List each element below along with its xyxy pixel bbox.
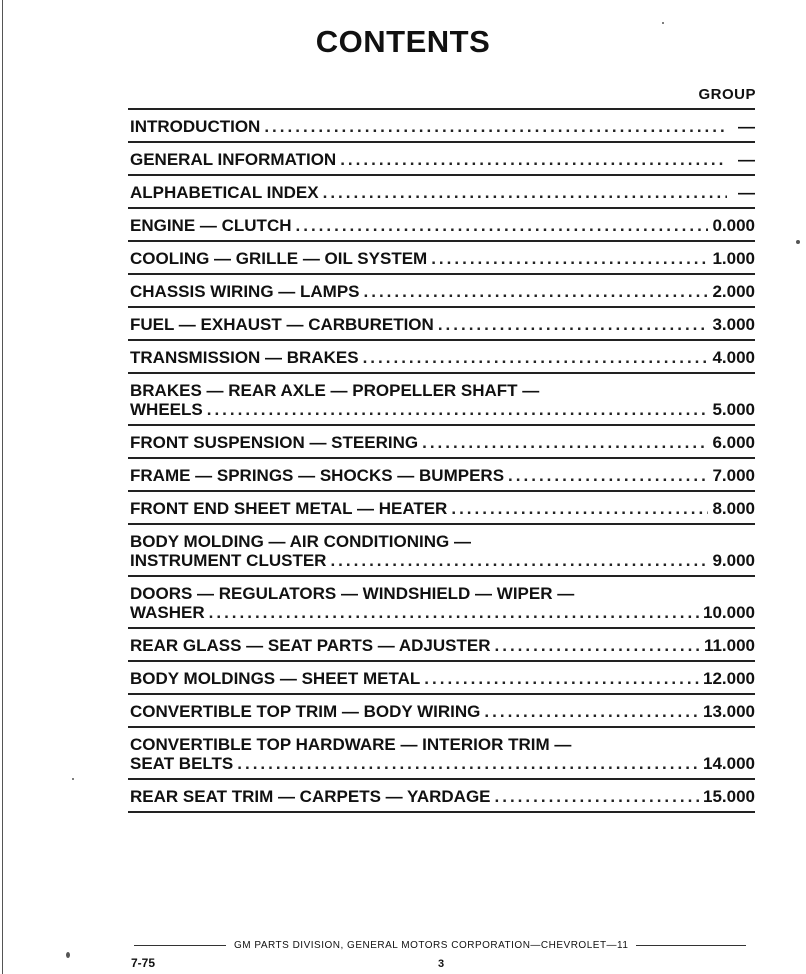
footer-rule-left <box>134 945 226 946</box>
toc-entry-line <box>130 787 755 806</box>
toc-entry-line <box>130 669 755 688</box>
toc-entry-line <box>130 551 755 570</box>
scan-speck <box>662 22 664 24</box>
toc-entry-first-line: BODY MOLDING — AIR CONDITIONING — <box>130 532 471 551</box>
toc-entry <box>128 176 755 209</box>
toc-entry-group: 7.000 <box>712 466 755 485</box>
toc-entry-line <box>130 348 755 367</box>
toc-entry <box>128 242 755 275</box>
toc-entry <box>128 426 755 459</box>
toc-entry-label: SEAT BELTS <box>130 754 234 773</box>
toc-entry-group: 5.000 <box>712 400 755 419</box>
toc-entry-first-line: BRAKES — REAR AXLE — PROPELLER SHAFT — <box>130 381 540 400</box>
dot-leader <box>330 551 708 570</box>
toc-entry <box>128 459 755 492</box>
toc-entry <box>128 780 755 813</box>
dot-leader <box>237 754 699 773</box>
toc-entry-label: ALPHABETICAL INDEX <box>130 183 319 202</box>
toc-entry <box>128 728 755 780</box>
toc-entry-label: INSTRUMENT CLUSTER <box>130 551 327 570</box>
contents-table <box>128 108 755 813</box>
toc-entry-line <box>130 216 755 235</box>
toc-entry <box>128 110 755 143</box>
toc-entry-label: WASHER <box>130 603 205 622</box>
scan-speck <box>66 952 70 958</box>
toc-entry-group: 1.000 <box>712 249 755 268</box>
toc-entry-label: FRONT SUSPENSION — STEERING <box>130 433 419 452</box>
toc-entry-line <box>130 249 755 268</box>
page-number: 3 <box>438 958 445 970</box>
toc-entry-group: 0.000 <box>712 216 755 235</box>
dot-leader <box>484 702 699 721</box>
toc-entry-group: 11.000 <box>703 636 755 655</box>
toc-entry <box>128 695 755 728</box>
print-date: 7-75 <box>131 956 156 970</box>
toc-entry <box>128 662 755 695</box>
dot-leader <box>424 669 699 688</box>
toc-entry-label: REAR GLASS — SEAT PARTS — ADJUSTER <box>130 636 491 655</box>
toc-entry-label: CHASSIS WIRING — LAMPS <box>130 282 360 301</box>
toc-entry-group: 3.000 <box>712 315 755 334</box>
toc-entry-line <box>130 754 755 773</box>
toc-entry-line <box>130 150 755 169</box>
scan-speck <box>72 778 74 780</box>
toc-entry-group: 15.000 <box>703 787 755 806</box>
toc-entry <box>128 629 755 662</box>
dot-leader <box>364 282 709 301</box>
toc-entry <box>128 492 755 525</box>
toc-entry-group: 6.000 <box>712 433 755 452</box>
dot-leader <box>508 466 708 485</box>
toc-entry-line <box>130 603 755 622</box>
toc-entry <box>128 275 755 308</box>
toc-entry-group: 14.000 <box>703 754 755 773</box>
toc-entry <box>128 577 755 629</box>
toc-entry-label: FRONT END SHEET METAL — HEATER <box>130 499 448 518</box>
toc-entry-line <box>130 282 755 301</box>
toc-entry-label: TRANSMISSION — BRAKES <box>130 348 359 367</box>
toc-entry-label: FRAME — SPRINGS — SHOCKS — BUMPERS <box>130 466 505 485</box>
toc-entry-line <box>130 466 755 485</box>
dot-leader <box>495 636 700 655</box>
dot-leader <box>207 400 709 419</box>
group-column-header: GROUP <box>698 86 756 103</box>
toc-entry-label: FUEL — EXHAUST — CARBURETION <box>130 315 434 334</box>
toc-entry-label: BODY MOLDINGS — SHEET METAL <box>130 669 421 688</box>
dot-leader <box>264 117 727 136</box>
dot-leader <box>431 249 708 268</box>
toc-entry-group: 2.000 <box>712 282 755 301</box>
page-footer <box>130 940 754 951</box>
toc-entry-group: — <box>738 117 755 136</box>
toc-entry-group: 9.000 <box>712 551 755 570</box>
footer-rule-right <box>636 945 746 946</box>
toc-entry-group: 12.000 <box>703 669 755 688</box>
toc-entry-line <box>130 499 755 518</box>
footer-text: GM PARTS DIVISION, GENERAL MOTORS CORPORATION—CHEVROLET—11 <box>234 940 629 951</box>
dot-leader <box>495 787 699 806</box>
toc-entry-label: GENERAL INFORMATION <box>130 150 337 169</box>
dot-leader <box>451 499 708 518</box>
toc-entry-group: 10.000 <box>703 603 755 622</box>
toc-entry-label: WHEELS <box>130 400 203 419</box>
toc-entry-label: INTRODUCTION <box>130 117 261 136</box>
toc-entry-line <box>130 636 755 655</box>
dot-leader <box>340 150 727 169</box>
toc-entry-first-line: DOORS — REGULATORS — WINDSHIELD — WIPER — <box>130 584 575 603</box>
toc-entry <box>128 374 755 426</box>
toc-entry-label: ENGINE — CLUTCH <box>130 216 292 235</box>
toc-entry-line <box>130 315 755 334</box>
toc-entry-label: REAR SEAT TRIM — CARPETS — YARDAGE <box>130 787 491 806</box>
toc-entry-line <box>130 183 755 202</box>
dot-leader <box>323 183 727 202</box>
toc-entry-group: — <box>738 183 755 202</box>
dot-leader <box>296 216 709 235</box>
toc-entry-label: COOLING — GRILLE — OIL SYSTEM <box>130 249 428 268</box>
dot-leader <box>438 315 709 334</box>
toc-entry-group: 4.000 <box>712 348 755 367</box>
page-title: CONTENTS <box>315 24 491 59</box>
scan-speck <box>796 240 800 244</box>
dot-leader <box>209 603 699 622</box>
dot-leader <box>422 433 708 452</box>
toc-entry <box>128 308 755 341</box>
toc-entry-line <box>130 433 755 452</box>
toc-entry <box>128 209 755 242</box>
toc-entry-line <box>130 702 755 721</box>
page-edge <box>2 0 3 974</box>
toc-entry <box>128 143 755 176</box>
dot-leader <box>363 348 709 367</box>
toc-entry-line <box>130 400 755 419</box>
toc-entry-group: 8.000 <box>712 499 755 518</box>
toc-entry-first-line: CONVERTIBLE TOP HARDWARE — INTERIOR TRIM — <box>130 735 572 754</box>
toc-entry <box>128 341 755 374</box>
toc-entry-group: — <box>738 150 755 169</box>
toc-entry-label: CONVERTIBLE TOP TRIM — BODY WIRING <box>130 702 481 721</box>
toc-entry <box>128 525 755 577</box>
toc-entry-line <box>130 117 755 136</box>
toc-entry-group: 13.000 <box>703 702 755 721</box>
